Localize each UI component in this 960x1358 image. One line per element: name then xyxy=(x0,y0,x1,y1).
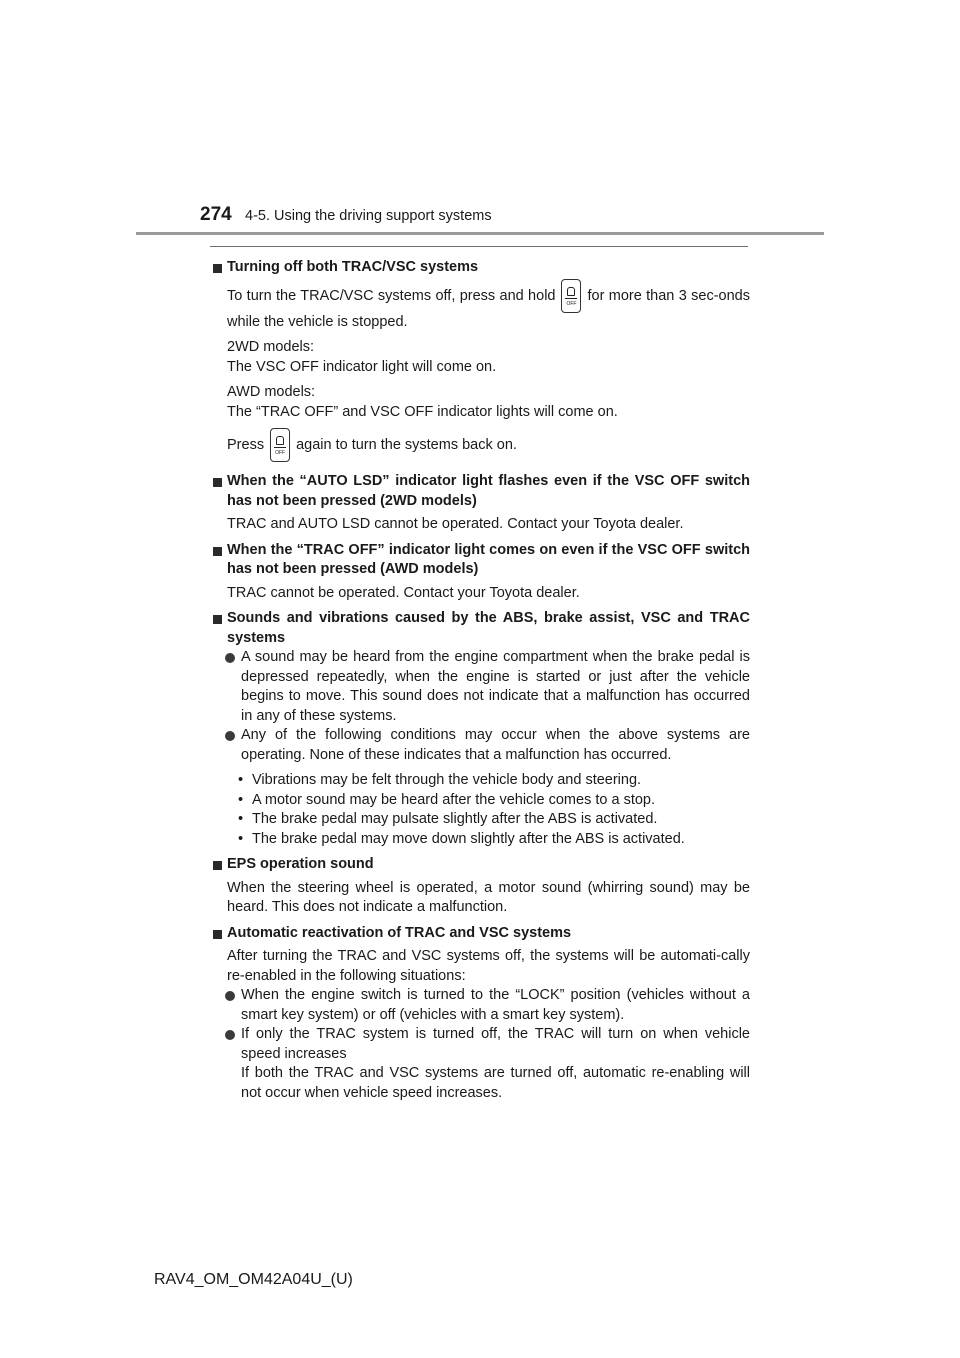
page-number: 274 xyxy=(200,204,232,225)
round-bullet-icon xyxy=(225,991,235,1001)
sub-list-item: • Vibrations may be felt through the vehicle body and steering. xyxy=(238,772,642,788)
paragraph: After turning the TRAC and VSC systems off, the systems will be automati-cally re-enabled in the following situations: xyxy=(227,948,750,984)
section-title: 4-5. Using the driving support systems xyxy=(245,208,492,224)
square-bullet-icon xyxy=(213,547,222,556)
list-item: When the engine switch is turned to the “LOCK” position (vehicles without a smart key system) or off (vehicles with a smart key system). xyxy=(210,986,750,1025)
document-id: RAV4_OM_OM42A04U_(U) xyxy=(154,1271,353,1288)
square-bullet-icon xyxy=(213,615,222,624)
header-rule xyxy=(136,232,824,235)
heading-auto-lsd: When the “AUTO LSD” indicator light flashes even if the VSC OFF switch has not been pressed (2WD models) xyxy=(210,472,750,511)
heading-sounds-vibrations: Sounds and vibrations caused by the ABS, brake assist, VSC and TRAC systems xyxy=(210,609,750,648)
main-content xyxy=(210,258,750,1103)
square-bullet-icon xyxy=(213,478,222,487)
sub-list-item: • The brake pedal may pulsate slightly after the ABS is activated. xyxy=(238,811,658,827)
vsc-off-switch-icon: OFF xyxy=(270,428,290,462)
square-bullet-icon xyxy=(213,264,222,273)
content-top-rule xyxy=(210,246,748,247)
paragraph: TRAC and AUTO LSD cannot be operated. Contact your Toyota dealer. xyxy=(227,516,684,532)
sub-list-item: • A motor sound may be heard after the vehicle comes to a stop. xyxy=(238,791,655,808)
list-item: If only the TRAC system is turned off, the TRAC will turn on when vehicle speed increases If both the TRAC and VSC systems are turned off, automatic re-enabling will not occur when vehicle speed increases. xyxy=(210,1025,750,1103)
heading-turning-off: Turning off both TRAC/VSC systems xyxy=(210,258,750,278)
paragraph: 2WD models: The VSC OFF indicator light will come on. xyxy=(227,339,497,375)
heading-trac-off: When the “TRAC OFF” indicator light comes on even if the VSC OFF switch has not been pressed (AWD models) xyxy=(210,541,750,580)
paragraph: To turn the TRAC/VSC systems off, press and hold OFF for more than 3 sec-onds while the vehicle is stopped. xyxy=(210,279,750,333)
round-bullet-icon xyxy=(225,1030,235,1040)
paragraph: TRAC cannot be operated. Contact your Toyota dealer. xyxy=(227,584,580,601)
square-bullet-icon xyxy=(213,861,222,870)
list-item: A sound may be heard from the engine compartment when the brake pedal is depressed repeatedly, when the engine is started or just after the vehicle begins to move. This sound does not indicate that a malfunction has occurred in any of these systems. xyxy=(210,648,750,726)
round-bullet-icon xyxy=(225,653,235,663)
paragraph: When the steering wheel is operated, a motor sound (whirring sound) may be heard. This does not indicate a malfunction. xyxy=(227,879,750,915)
list-item: Any of the following conditions may occur when the above systems are operating. None of these indicates that a malfunction has occurred. xyxy=(210,726,750,765)
paragraph: AWD models: The “TRAC OFF” and VSC OFF indicator lights will come on. xyxy=(227,384,618,420)
paragraph: Press OFF again to turn the systems back on. xyxy=(210,428,750,462)
heading-auto-reactivation: Automatic reactivation of TRAC and VSC systems xyxy=(210,924,750,944)
round-bullet-icon xyxy=(225,731,235,741)
vsc-off-switch-icon: OFF xyxy=(561,279,581,313)
sub-list-item: • The brake pedal may move down slightly after the ABS is activated. xyxy=(238,830,685,847)
heading-eps-sound: EPS operation sound xyxy=(210,855,750,875)
square-bullet-icon xyxy=(213,930,222,939)
